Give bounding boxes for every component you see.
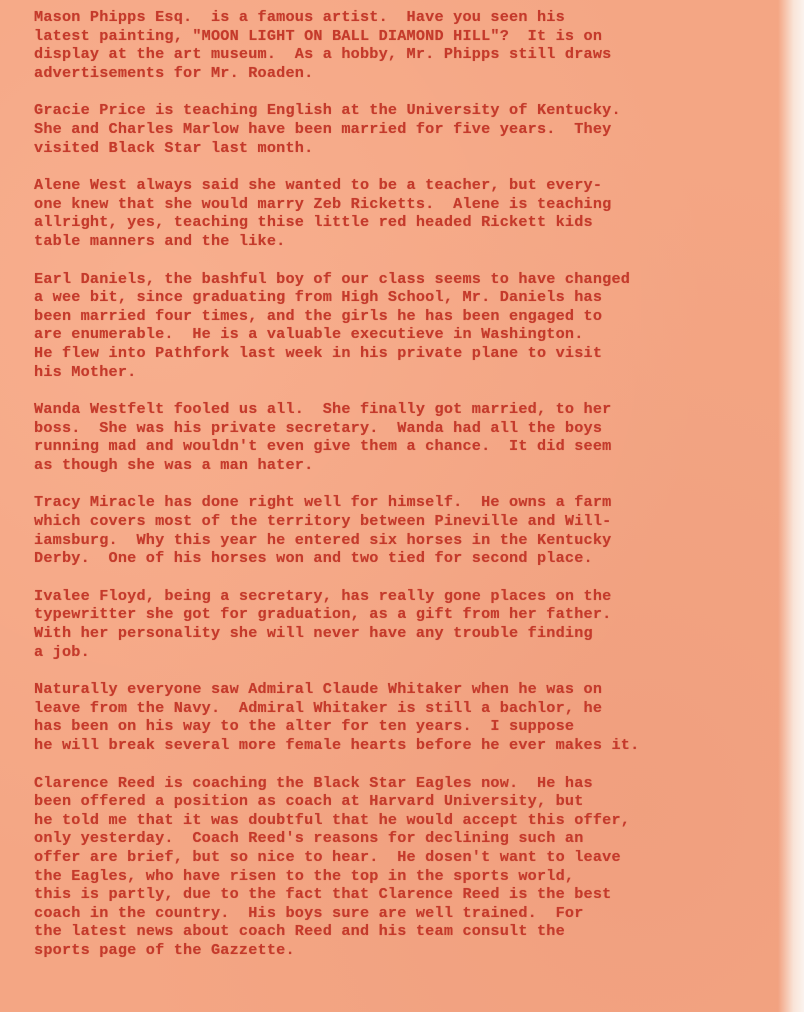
text-line: which covers most of the territory between Pineville and Will- xyxy=(34,512,612,531)
paragraph xyxy=(34,400,784,474)
text-line: Tracy Miracle has done right well for himself. He owns a farm xyxy=(34,493,612,512)
text-line: allright, yes, teaching thise little red headed Rickett kids xyxy=(34,213,593,232)
text-line: With her personality she will never have any trouble finding xyxy=(34,624,593,643)
text-line: Ivalee Floyd, being a secretary, has really gone places on the xyxy=(34,586,612,605)
paragraph xyxy=(34,493,784,567)
text-line: advertisements for Mr. Roaden. xyxy=(34,63,314,82)
text-line: he will break several more female hearts before he ever makes it. xyxy=(34,736,640,754)
text-line: Alene West always said she wanted to be a teacher, but every- xyxy=(34,176,603,195)
text-line: coach in the country. His boys sure are well trained. For xyxy=(34,903,584,922)
text-line: a job. xyxy=(34,642,90,661)
text-line: Naturally everyone saw Admiral Claude Whitaker when he was on xyxy=(34,680,603,699)
text-line: visited Black Star last month. xyxy=(34,138,314,157)
text-line: display at the art museum. As a hobby, Mr. Phipps still draws xyxy=(34,45,612,64)
paragraph xyxy=(34,680,784,754)
text-line: his Mother. xyxy=(34,362,137,381)
text-line: as though she was a man hater. xyxy=(34,455,314,474)
text-line: one knew that she would marry Zeb Ricketts. Alene is teaching xyxy=(34,194,612,213)
paragraph xyxy=(34,270,784,382)
document-body xyxy=(34,8,784,960)
text-line: table manners and the like. xyxy=(34,231,286,250)
text-line: Derby. One of his horses won and two tied for second place. xyxy=(34,549,593,568)
text-line: only yesterday. Coach Reed's reasons for declining such an xyxy=(34,829,584,848)
text-line: sports page of the Gazzette. xyxy=(34,940,295,959)
text-line: typewritter she got for graduation, as a gift from her father. xyxy=(34,605,612,624)
text-line: been offered a position as coach at Harvard University, but xyxy=(34,792,584,811)
text-line: he told me that it was doubtful that he would accept this offer, xyxy=(34,810,631,829)
text-line: boss. She was his private secretary. Wanda had all the boys xyxy=(34,418,603,437)
text-line: offer are brief, but so nice to hear. He dosen't want to leave xyxy=(34,847,621,866)
text-line: Mason Phipps Esq. is a famous artist. Have you seen his xyxy=(34,8,565,26)
paragraph xyxy=(34,587,784,661)
text-line: Clarence Reed is coaching the Black Star Eagles now. He has xyxy=(34,773,593,792)
text-line: running mad and wouldn't even give them a chance. It did seem xyxy=(34,437,612,456)
text-line: are enumerable. He is a valuable executieve in Washington. xyxy=(34,325,584,344)
text-line: She and Charles Marlow have been married for five years. They xyxy=(34,119,612,138)
text-line: this is partly, due to the fact that Clarence Reed is the best xyxy=(34,885,612,904)
text-line: been married four times, and the girls he has been engaged to xyxy=(34,306,603,325)
text-line: latest painting, "MOON LIGHT ON BALL DIAMOND HILL"? It is on xyxy=(34,26,603,45)
text-line: the latest news about coach Reed and his team consult the xyxy=(34,922,565,941)
text-line: He flew into Pathfork last week in his private plane to visit xyxy=(34,343,603,362)
paper-edge xyxy=(778,0,804,1012)
paragraph xyxy=(34,101,784,157)
text-line: Wanda Westfelt fooled us all. She finally got married, to her xyxy=(34,400,612,419)
text-line: Earl Daniels, the bashful boy of our class seems to have changed xyxy=(34,269,631,288)
text-line: Gracie Price is teaching English at the University of Kentucky. xyxy=(34,101,621,120)
text-line: a wee bit, since graduating from High School, Mr. Daniels has xyxy=(34,288,603,307)
paragraph xyxy=(34,8,784,82)
text-line: iamsburg. Why this year he entered six horses in the Kentucky xyxy=(34,530,612,549)
paragraph xyxy=(34,774,784,960)
text-line: leave from the Navy. Admiral Whitaker is still a bachlor, he xyxy=(34,698,603,717)
text-line: the Eagles, who have risen to the top in the sports world, xyxy=(34,866,575,885)
text-line: has been on his way to the alter for ten years. I suppose xyxy=(34,717,575,736)
paragraph xyxy=(34,176,784,250)
